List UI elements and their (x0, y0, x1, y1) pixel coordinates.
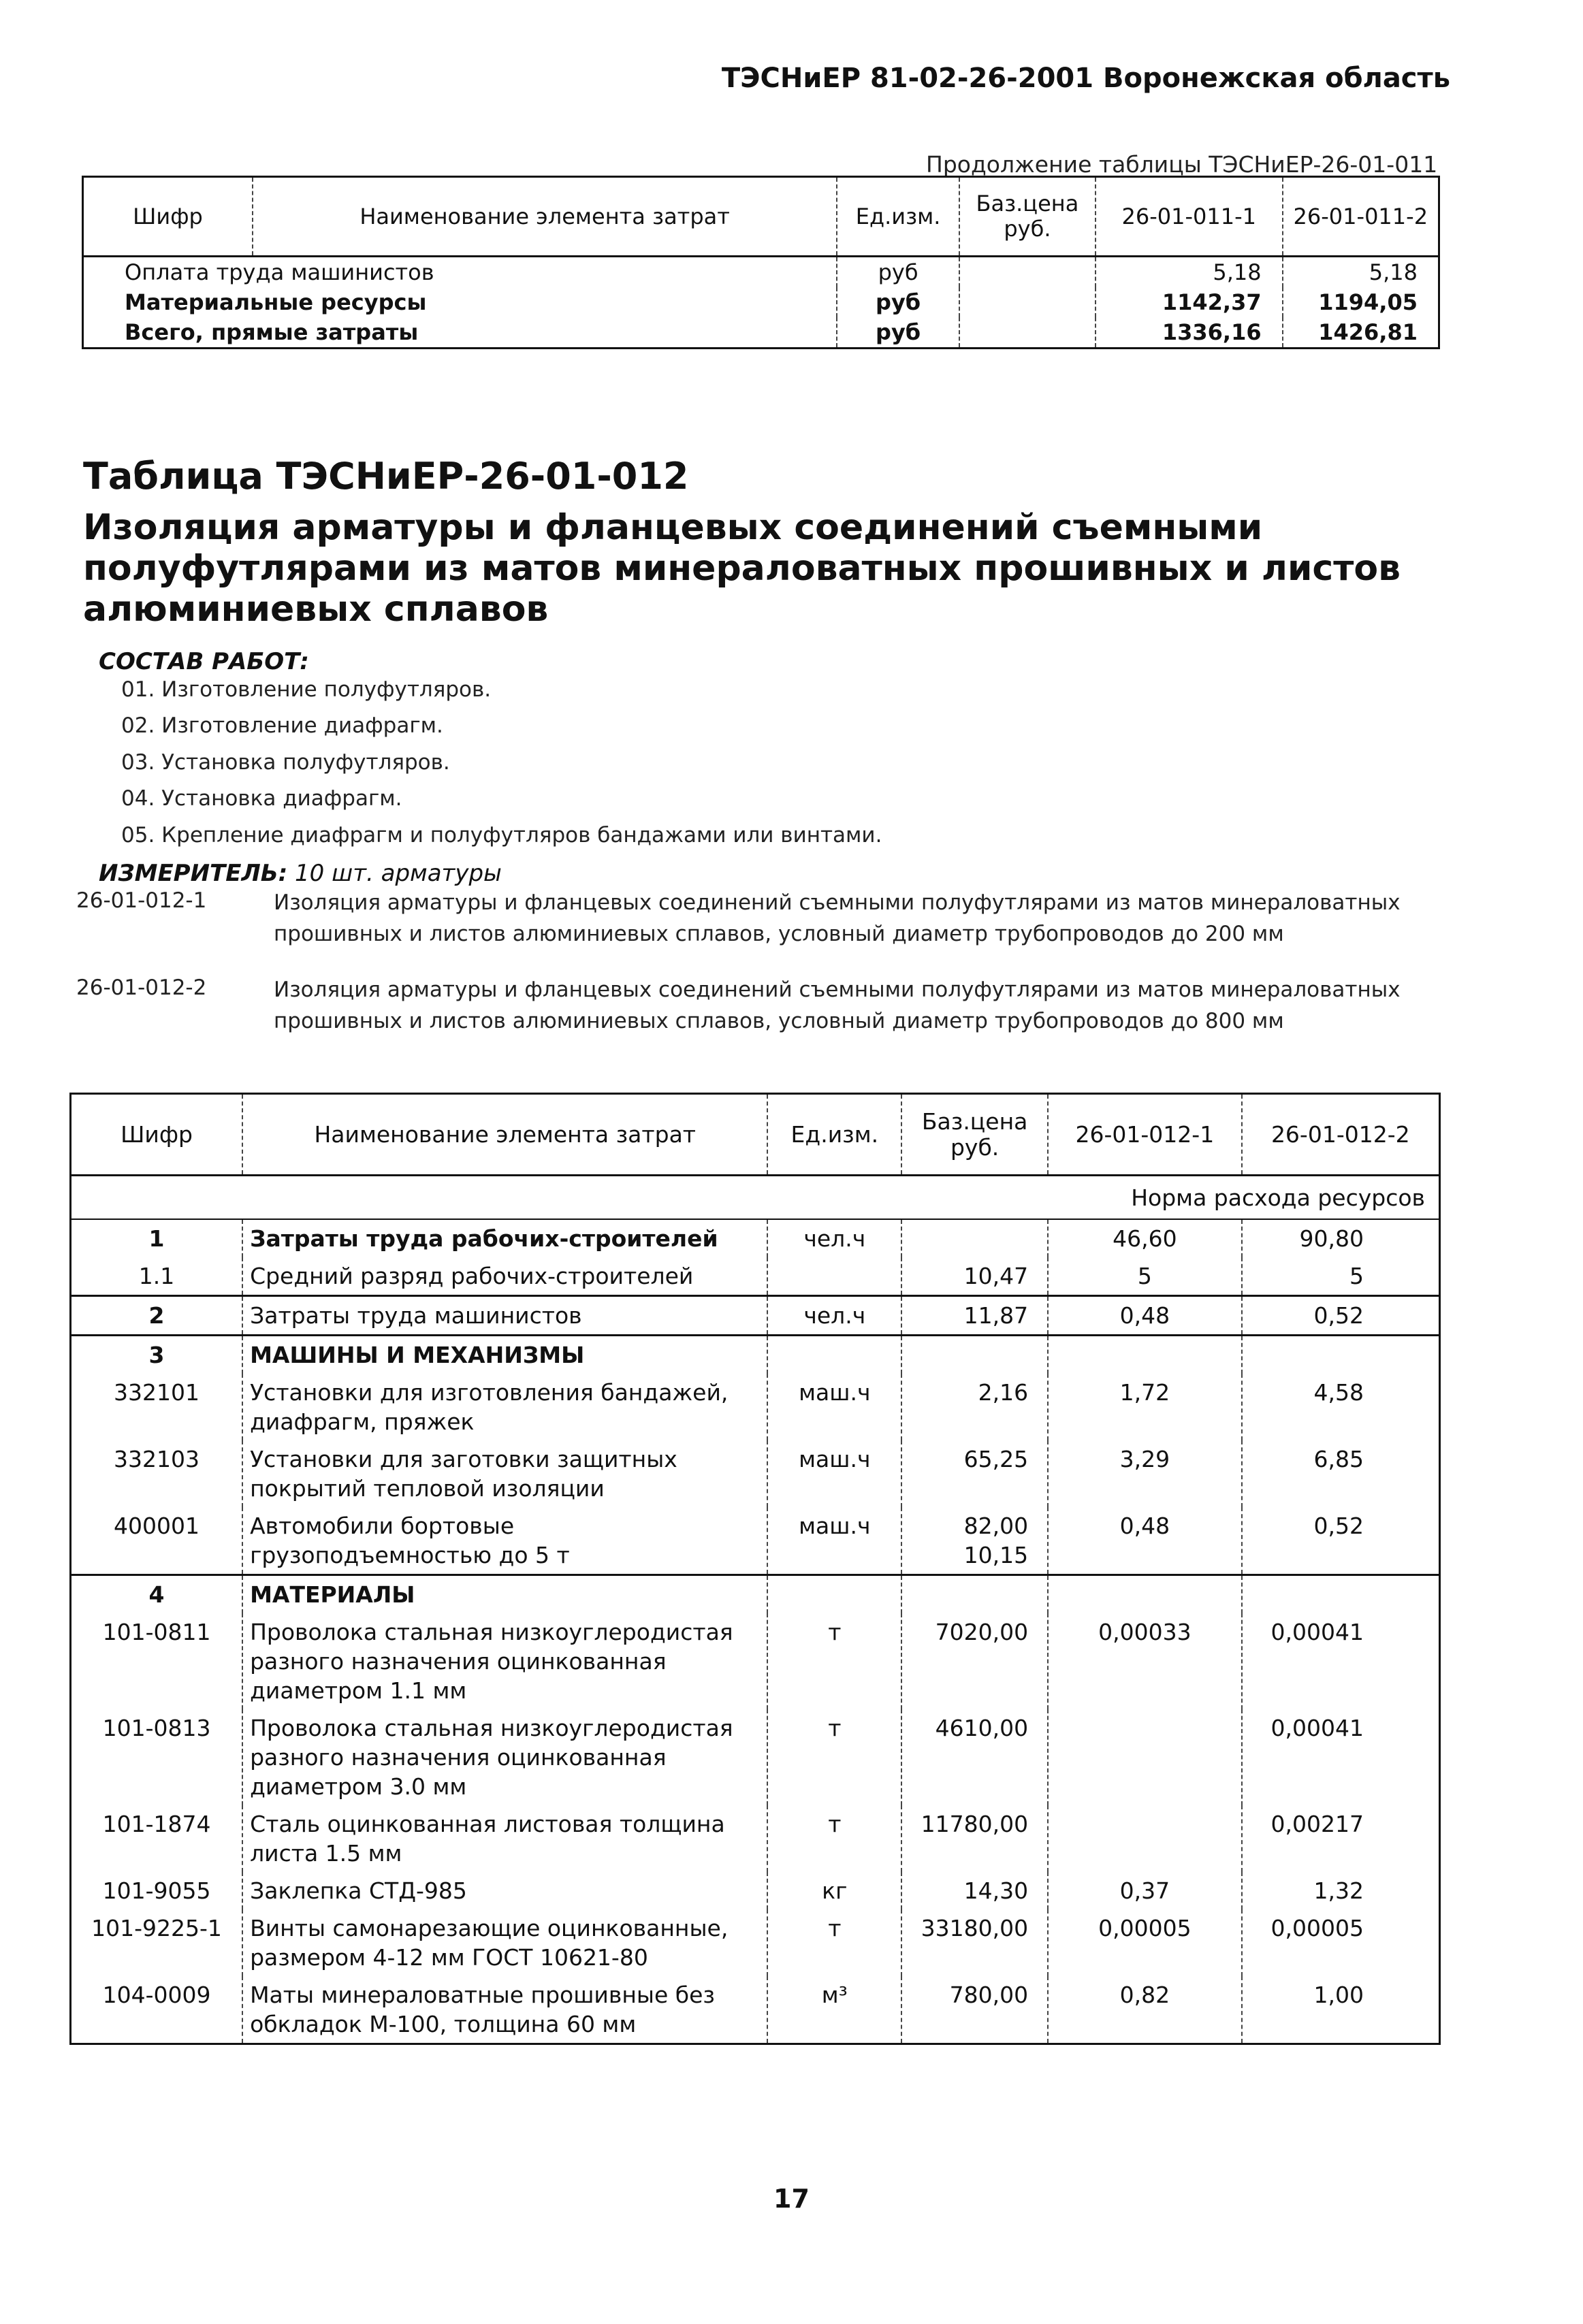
row-code: 101-9225-1 (91, 1915, 222, 1941)
row-price (901, 1219, 1048, 1257)
row-value-2: 1426,81 (1283, 317, 1439, 349)
row-value-1: 1,72 (1048, 1374, 1241, 1440)
row-value-1: 1142,37 (1096, 287, 1283, 317)
row-code: 332103 (114, 1446, 200, 1472)
table-row (71, 1507, 1440, 1575)
row-value-2: 4,58 (1242, 1374, 1440, 1440)
row-name: Материальные ресурсы (125, 289, 427, 315)
row-value-2: 0,00041 (1242, 1613, 1440, 1709)
row-name: Винты самонарезающие оцинкованные, размером 4-12 мм ГОСТ 10621-80 (242, 1909, 767, 1976)
row-unit (767, 1336, 901, 1374)
row-value-1: 5,18 (1096, 257, 1283, 288)
row-price: 14,30 (901, 1872, 1048, 1909)
row-name: МАШИНЫ И МЕХАНИЗМЫ (242, 1336, 767, 1374)
row-value-2: 0,00041 (1242, 1709, 1440, 1805)
row-unit: маш.ч (767, 1374, 901, 1440)
row-name: Оплата труда машинистов (125, 259, 434, 285)
row-value-2: 5 (1242, 1257, 1440, 1296)
row-price (901, 1575, 1048, 1614)
row-unit: кг (767, 1872, 901, 1909)
row-code: 101-9055 (102, 1877, 211, 1904)
row-price: 780,00 (901, 1976, 1048, 2044)
table-row (71, 1440, 1440, 1507)
row-value-1: 0,48 (1048, 1296, 1241, 1336)
item-description: Изоляция арматуры и фланцевых соединений съемными полуфутлярами из матов минераловатных прошивных и листов алюминиевых сплавов, условный диаметр трубопроводов до 800 мм (274, 978, 1401, 1033)
row-code: 4 (71, 1575, 243, 1614)
measure-value: 10 шт. арматуры (295, 860, 502, 887)
section-subtitle: Изоляция арматуры и фланцевых соединений съемными полуфутлярами из матов минераловатных прошивных и листов алюминиевых сплавов (83, 507, 1401, 630)
row-value-1 (1048, 1709, 1241, 1805)
row-price (959, 287, 1096, 317)
row-value-2: 0,52 (1242, 1507, 1440, 1575)
row-value-1 (1048, 1336, 1241, 1374)
table-row (71, 1709, 1440, 1805)
work-item: 02. Изготовление диафрагм. (121, 713, 443, 738)
row-price: 11,87 (901, 1296, 1048, 1336)
row-code: 400001 (114, 1513, 200, 1539)
row-name: Установки для изготовления бандажей, диафрагм, пряжек (242, 1374, 767, 1440)
row-value-1 (1048, 1805, 1241, 1872)
work-item: 03. Установка полуфутляров. (121, 750, 450, 775)
row-unit: т (767, 1709, 901, 1805)
row-unit: руб (837, 317, 959, 349)
row-name: Заклепка СТД-985 (242, 1872, 767, 1909)
row-unit: маш.ч (767, 1440, 901, 1507)
row-name: Маты минераловатные прошивные без обкладок М-100, толщина 60 мм (242, 1976, 767, 2044)
row-name: Затраты труда рабочих-строителей (242, 1219, 767, 1257)
row-value-2: 90,80 (1242, 1219, 1440, 1257)
header-col-2: 26-01-012-2 (1242, 1094, 1440, 1176)
header-price: Баз.цена руб. (901, 1094, 1048, 1176)
table-row (71, 1976, 1440, 2044)
item-description: Изоляция арматуры и фланцевых соединений съемными полуфутлярами из матов минераловатных прошивных и листов алюминиевых сплавов, условный диаметр трубопроводов до 200 мм (274, 890, 1401, 946)
row-price (959, 317, 1096, 349)
item-code: 26-01-012-1 (76, 888, 207, 913)
continuation-note: Продолжение таблицы ТЭСНиЕР-26-01-011 (926, 151, 1438, 178)
row-value-2: 1194,05 (1283, 287, 1439, 317)
row-unit: т (767, 1613, 901, 1709)
work-item: 01. Изготовление полуфутляров. (121, 677, 492, 702)
row-price (901, 1336, 1048, 1374)
header-col-2: 26-01-011-2 (1283, 177, 1439, 257)
header-col-1: 26-01-012-1 (1048, 1094, 1241, 1176)
row-unit: чел.ч (767, 1219, 901, 1257)
row-price: 4610,00 (901, 1709, 1048, 1805)
measure (99, 860, 502, 887)
row-price: 7020,00 (901, 1613, 1048, 1709)
row-value-2: 5,18 (1283, 257, 1439, 288)
header-unit: Ед.изм. (837, 177, 959, 257)
page-number: 17 (773, 2184, 810, 2214)
row-unit: руб (837, 257, 959, 288)
row-unit: м³ (767, 1976, 901, 2044)
row-code: 101-1874 (102, 1811, 211, 1837)
row-unit (767, 1575, 901, 1614)
row-name: Проволока стальная низкоуглеродистая разного назначения оцинкованная диаметром 1.1 мм (242, 1613, 767, 1709)
row-value-2 (1242, 1336, 1440, 1374)
row-unit (767, 1257, 901, 1296)
table-row (71, 1257, 1440, 1296)
row-value-1: 1336,16 (1096, 317, 1283, 349)
section-title: Таблица ТЭСНиЕР-26-01-012 (83, 455, 689, 498)
header-name: Наименование элемента затрат (242, 1094, 767, 1176)
table-row (71, 1872, 1440, 1909)
works-heading: СОСТАВ РАБОТ: (99, 648, 309, 675)
header-name: Наименование элемента затрат (253, 177, 837, 257)
header-code: Шифр (71, 1094, 243, 1176)
row-code: 1 (148, 1225, 165, 1252)
row-code: 3 (71, 1336, 243, 1374)
row-price: 82,00 10,15 (901, 1507, 1048, 1575)
row-name: Автомобили бортовые грузоподъемностью до 5 т (242, 1507, 767, 1575)
row-unit: руб (837, 287, 959, 317)
table-row (83, 257, 1439, 288)
row-value-1: 0,00005 (1048, 1909, 1241, 1976)
row-code: 101-0811 (102, 1619, 211, 1645)
row-unit: маш.ч (767, 1507, 901, 1575)
header-price: Баз.цена руб. (959, 177, 1096, 257)
table-row (71, 1613, 1440, 1709)
header-unit: Ед.изм. (767, 1094, 901, 1176)
row-value-1: 5 (1048, 1257, 1241, 1296)
row-unit: т (767, 1805, 901, 1872)
row-unit: т (767, 1909, 901, 1976)
header-col-1: 26-01-011-1 (1096, 177, 1283, 257)
row-name: Всего, прямые затраты (125, 319, 419, 345)
row-price: 65,25 (901, 1440, 1048, 1507)
row-value-1: 0,37 (1048, 1872, 1241, 1909)
measure-label: ИЗМЕРИТЕЛЬ: (99, 860, 288, 887)
row-value-2: 0,00217 (1242, 1805, 1440, 1872)
norm-label: Норма расхода ресурсов (71, 1176, 1440, 1220)
row-value-1 (1048, 1575, 1241, 1614)
row-value-1: 0,82 (1048, 1976, 1241, 2044)
row-code: 2 (71, 1296, 243, 1336)
row-value-2: 6,85 (1242, 1440, 1440, 1507)
table-row (83, 317, 1439, 349)
row-price (959, 257, 1096, 288)
table-row (71, 1296, 1440, 1336)
row-value-2: 0,00005 (1242, 1909, 1440, 1976)
table-row (71, 1805, 1440, 1872)
row-price: 33180,00 (901, 1909, 1048, 1976)
row-name: МАТЕРИАЛЫ (242, 1575, 767, 1614)
table-row (71, 1336, 1440, 1374)
row-value-1: 46,60 (1048, 1219, 1241, 1257)
row-value-2: 1,00 (1242, 1976, 1440, 2044)
document-header: ТЭСНиЕР 81-02-26-2001 Воронежская область (721, 63, 1450, 94)
continuation-table (82, 176, 1440, 349)
work-item: 04. Установка диафрагм. (121, 786, 402, 811)
row-value-1: 0,00033 (1048, 1613, 1241, 1709)
header-code: Шифр (83, 177, 253, 257)
row-code: 1.1 (138, 1263, 175, 1289)
resources-table (69, 1093, 1441, 2045)
row-price: 2,16 (901, 1374, 1048, 1440)
table-row (71, 1374, 1440, 1440)
table-row (71, 1909, 1440, 1976)
row-unit: чел.ч (767, 1296, 901, 1336)
item-code: 26-01-012-2 (76, 975, 207, 1000)
table-row (71, 1575, 1440, 1614)
row-value-2: 0,52 (1242, 1296, 1440, 1336)
row-name: Средний разряд рабочих-строителей (242, 1257, 767, 1296)
row-value-1: 0,48 (1048, 1507, 1241, 1575)
work-item: 05. Крепление диафрагм и полуфутляров бандажами или винтами. (121, 823, 882, 848)
row-name: Установки для заготовки защитных покрытий тепловой изоляции (242, 1440, 767, 1507)
row-value-1: 3,29 (1048, 1440, 1241, 1507)
row-code: 104-0009 (102, 1982, 211, 2008)
row-name: Сталь оцинкованная листовая толщина листа 1.5 мм (242, 1805, 767, 1872)
table-row (83, 287, 1439, 317)
row-name: Затраты труда машинистов (242, 1296, 767, 1336)
row-name: Проволока стальная низкоуглеродистая разного назначения оцинкованная диаметром 3.0 мм (242, 1709, 767, 1805)
row-code: 332101 (114, 1379, 200, 1406)
table-row (71, 1219, 1440, 1257)
row-value-2 (1242, 1575, 1440, 1614)
row-price: 10,47 (901, 1257, 1048, 1296)
row-code: 101-0813 (102, 1715, 211, 1741)
row-price: 11780,00 (901, 1805, 1048, 1872)
row-value-2: 1,32 (1242, 1872, 1440, 1909)
